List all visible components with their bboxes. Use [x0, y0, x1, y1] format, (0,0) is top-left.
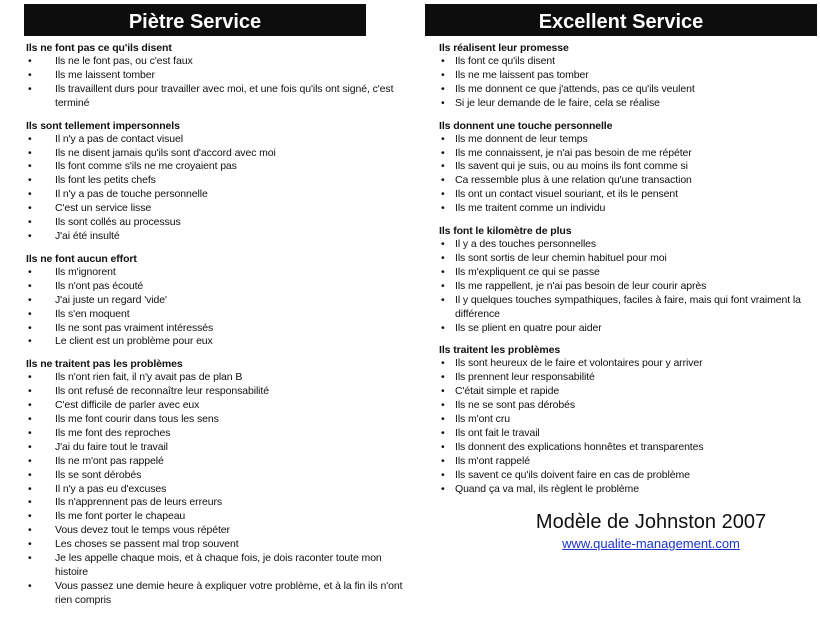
list-item-text: J'ai juste un regard 'vide' [55, 293, 167, 306]
list-item [26, 427, 412, 441]
bullet-icon: • [28, 132, 32, 145]
section [439, 42, 817, 111]
list-item-text: Ils me font courir dans tous les sens [55, 413, 219, 426]
bullet-icon: • [441, 482, 445, 495]
bullet-icon: • [28, 482, 32, 495]
bullet-list [26, 55, 412, 111]
list-item [439, 97, 817, 111]
bullet-icon: • [28, 385, 32, 398]
list-item [26, 552, 412, 580]
bullet-icon: • [441, 279, 445, 292]
list-item [439, 69, 817, 83]
list-item [26, 308, 412, 322]
list-item [26, 294, 412, 308]
list-item [26, 580, 412, 608]
bullet-icon: • [28, 82, 32, 95]
list-item [439, 147, 817, 161]
bullet-list [26, 133, 412, 244]
list-item-text: Ils donnent des explications honnêtes et transparentes [455, 440, 704, 453]
bullet-icon: • [441, 188, 445, 201]
bullet-icon: • [28, 335, 32, 348]
list-item-text: Ils me font des reproches [55, 426, 171, 439]
bullet-list [439, 238, 817, 335]
list-item [439, 266, 817, 280]
list-item-text: Ils ont refusé de reconnaître leur responsabilité [55, 385, 269, 398]
list-item-text: C'est difficile de parler avec eux [55, 399, 200, 412]
bullet-icon: • [441, 160, 445, 173]
list-item [439, 371, 817, 385]
list-item [439, 188, 817, 202]
list-item [26, 496, 412, 510]
bullet-list [439, 55, 817, 111]
list-item [439, 357, 817, 371]
bullet-icon: • [28, 426, 32, 439]
source-link[interactable]: www.qualite-management.com [562, 536, 740, 552]
list-item-text: Ils ne se sont pas dérobés [455, 399, 575, 412]
bullet-icon: • [28, 510, 32, 523]
list-item [26, 147, 412, 161]
poor-service-content [12, 42, 412, 608]
list-item-text: Il n'y a pas de touche personnelle [55, 188, 208, 201]
list-item [26, 216, 412, 230]
section [439, 120, 817, 216]
bullet-icon: • [28, 160, 32, 173]
list-item-text: Ca ressemble plus à une relation qu'une transaction [455, 174, 692, 187]
poor-service-title: Piètre Service [24, 4, 366, 36]
list-item-text: Je les appelle chaque mois, et à chaque fois, je dois raconter toute mon histoire [55, 552, 382, 578]
bullet-icon: • [28, 321, 32, 334]
list-item-text: Ils n'ont rien fait, il n'y avait pas de plan B [55, 371, 243, 384]
section-heading: Ils font le kilomètre de plus [439, 225, 572, 238]
list-item-text: Ils me donnent ce que j'attends, pas ce qu'ils veulent [455, 82, 695, 95]
list-item [26, 202, 412, 216]
bullet-icon: • [441, 68, 445, 81]
section [26, 42, 412, 111]
list-item-text: Ils me donnent de leur temps [455, 132, 588, 145]
section-heading: Ils ne traitent pas les problèmes [26, 358, 183, 371]
list-item-text: Ils font les petits chefs [55, 174, 156, 187]
credit-block [425, 510, 817, 553]
list-item [26, 538, 412, 552]
bullet-icon: • [441, 202, 445, 215]
bullet-icon: • [28, 496, 32, 509]
list-item-text: Ils ont un contact visuel souriant, et ils le pensent [455, 188, 678, 201]
list-item-text: Ils prennent leur responsabilité [455, 371, 595, 384]
list-item-text: Il n'y a pas de contact visuel [55, 132, 183, 145]
list-item-text: Ils sont sortis de leur chemin habituel pour moi [455, 251, 667, 264]
list-item-text: Le client est un problème pour eux [55, 335, 213, 348]
section [26, 120, 412, 244]
list-item [26, 413, 412, 427]
bullet-icon: • [441, 426, 445, 439]
list-item-text: Il n'y a pas eu d'excuses [55, 482, 167, 495]
list-item [26, 524, 412, 538]
list-item [26, 483, 412, 497]
list-item [26, 385, 412, 399]
bullet-icon: • [28, 229, 32, 242]
section-heading: Ils réalisent leur promesse [439, 42, 569, 54]
section-heading: Ils donnent une touche personnelle [439, 119, 613, 132]
list-item-text: Quand ça va mal, ils règlent le problème [455, 482, 639, 495]
bullet-icon: • [441, 146, 445, 159]
list-item-text: Ils sont collés au processus [55, 216, 181, 229]
list-item [26, 469, 412, 483]
excellent-service-column [425, 0, 817, 553]
bullet-icon: • [28, 454, 32, 467]
list-item [439, 294, 817, 322]
list-item [26, 133, 412, 147]
list-item-text: Ils ne m'ont pas rappelé [55, 454, 164, 467]
bullet-icon: • [28, 216, 32, 229]
list-item-text: Ils m'expliquent ce qui se passe [455, 265, 600, 278]
bullet-icon: • [441, 413, 445, 426]
bullet-icon: • [441, 468, 445, 481]
poor-service-column [12, 0, 412, 608]
excellent-service-title: Excellent Service [425, 4, 817, 36]
list-item [439, 55, 817, 69]
bullet-icon: • [441, 293, 445, 306]
list-item-text: Ils n'apprennent pas de leurs erreurs [55, 496, 222, 509]
bullet-icon: • [28, 174, 32, 187]
list-item-text: Ils m'ont rappelé [455, 454, 531, 467]
list-item [439, 174, 817, 188]
bullet-icon: • [441, 440, 445, 453]
bullet-icon: • [441, 265, 445, 278]
bullet-icon: • [28, 413, 32, 426]
bullet-list [26, 371, 412, 607]
list-item-text: Ils me traitent comme un individu [455, 202, 606, 215]
section-heading: Ils ne font aucun effort [26, 252, 137, 265]
list-item-text: Ils sont heureux de le faire et volontaires pour y arriver [455, 357, 703, 370]
list-item-text: Ils font comme s'ils ne me croyaient pas [55, 160, 237, 173]
bullet-icon: • [441, 454, 445, 467]
bullet-icon: • [28, 552, 32, 565]
list-item-text: J'ai du faire tout le travail [55, 440, 168, 453]
list-item-text: Ils ont fait le travail [455, 426, 540, 439]
list-item [439, 441, 817, 455]
list-item [439, 413, 817, 427]
list-item [26, 455, 412, 469]
bullet-icon: • [28, 538, 32, 551]
list-item [26, 174, 412, 188]
bullet-icon: • [28, 371, 32, 384]
list-item-text: Il y quelques touches sympathiques, faciles à faire, mais qui font vraiment la différence [455, 293, 801, 320]
excellent-service-content [425, 42, 817, 496]
list-item-text: Ils font ce qu'ils disent [455, 55, 555, 67]
list-item [26, 266, 412, 280]
list-item-text: Ils ne disent jamais qu'ils sont d'accord avec moi [55, 146, 276, 159]
bullet-icon: • [441, 357, 445, 370]
bullet-list [439, 133, 817, 216]
list-item [26, 441, 412, 455]
list-item [439, 252, 817, 266]
list-item [26, 322, 412, 336]
section [26, 358, 412, 607]
bullet-icon: • [28, 307, 32, 320]
bullet-icon: • [28, 279, 32, 292]
list-item-text: C'est un service lisse [55, 202, 152, 215]
list-item-text: Ils n'ont pas écouté [55, 279, 144, 292]
list-item [26, 335, 412, 349]
list-item [439, 202, 817, 216]
list-item [26, 69, 412, 83]
list-item-text: Ils se sont dérobés [55, 468, 142, 481]
bullet-icon: • [441, 55, 445, 67]
list-item-text: J'ai été insulté [55, 229, 120, 242]
list-item-text: Ils s'en moquent [55, 307, 130, 320]
list-item-text: Ils savent qui je suis, ou au moins ils font comme si [455, 160, 688, 173]
bullet-list [26, 266, 412, 349]
list-item-text: Ils me font porter le chapeau [55, 510, 186, 523]
list-item-text: Vous devez tout le temps vous répéter [55, 524, 230, 537]
bullet-icon: • [441, 385, 445, 398]
section [439, 344, 817, 496]
section [26, 253, 412, 349]
bullet-icon: • [441, 399, 445, 412]
bullet-icon: • [441, 174, 445, 187]
list-item-text: Ils me rappellent, je n'ai pas besoin de leur courir après [455, 279, 707, 292]
list-item [439, 322, 817, 336]
list-item [26, 399, 412, 413]
bullet-icon: • [28, 202, 32, 215]
bullet-icon: • [28, 188, 32, 201]
list-item [26, 510, 412, 524]
list-item [439, 160, 817, 174]
list-item-text: Ils m'ignorent [55, 265, 116, 278]
list-item [439, 133, 817, 147]
model-credit: Modèle de Johnston 2007 [535, 511, 767, 534]
list-item [439, 469, 817, 483]
list-item-text: Ils savent ce qu'ils doivent faire en cas de problème [455, 468, 690, 481]
list-item [439, 83, 817, 97]
list-item [439, 455, 817, 469]
list-item-text: Ils travaillent durs pour travailler avec moi, et une fois qu'ils ont signé, c'est terminé [55, 82, 394, 109]
list-item-text: Ils ne le font pas, ou c'est faux [55, 55, 193, 67]
bullet-icon: • [28, 68, 32, 81]
section-heading: Ils sont tellement impersonnels [26, 119, 180, 132]
bullet-icon: • [441, 238, 445, 251]
list-item [439, 483, 817, 497]
list-item [439, 427, 817, 441]
list-item [26, 160, 412, 174]
list-item-text: Ils me laissent tomber [55, 68, 155, 81]
bullet-icon: • [28, 579, 32, 592]
bullet-icon: • [441, 251, 445, 264]
bullet-icon: • [28, 293, 32, 306]
bullet-icon: • [28, 55, 32, 67]
bullet-icon: • [28, 265, 32, 278]
list-item-text: Ils m'ont cru [455, 413, 510, 426]
bullet-icon: • [28, 468, 32, 481]
bullet-icon: • [441, 96, 445, 109]
list-item-text: Si je leur demande de le faire, cela se réalise [455, 96, 660, 109]
section-heading: Ils ne font pas ce qu'ils disent [26, 42, 172, 54]
list-item [439, 399, 817, 413]
list-item [26, 188, 412, 202]
list-item [26, 83, 412, 111]
bullet-icon: • [28, 146, 32, 159]
list-item-text: Ils se plient en quatre pour aider [455, 321, 602, 334]
bullet-icon: • [441, 82, 445, 95]
bullet-icon: • [441, 321, 445, 334]
list-item [26, 55, 412, 69]
list-item-text: Ils ne me laissent pas tomber [455, 68, 589, 81]
list-item-text: C'était simple et rapide [455, 385, 560, 398]
list-item-text: Les choses se passent mal trop souvent [55, 538, 239, 551]
list-item [26, 371, 412, 385]
list-item-text: Ils ne sont pas vraiment intéressés [55, 321, 214, 334]
list-item [439, 385, 817, 399]
list-item [439, 238, 817, 252]
bullet-list [439, 357, 817, 496]
list-item [439, 280, 817, 294]
section-heading: Ils traitent les problèmes [439, 344, 561, 357]
section [439, 225, 817, 335]
bullet-icon: • [28, 399, 32, 412]
bullet-icon: • [28, 440, 32, 453]
list-item-text: Vous passez une demie heure à expliquer votre problème, et à la fin ils n'ont rien compris [55, 579, 403, 606]
bullet-icon: • [441, 371, 445, 384]
bullet-icon: • [28, 524, 32, 537]
list-item-text: Il y a des touches personnelles [455, 238, 597, 251]
bullet-icon: • [441, 132, 445, 145]
list-item-text: Ils me connaissent, je n'ai pas besoin de me répéter [455, 146, 692, 159]
list-item [26, 230, 412, 244]
list-item [26, 280, 412, 294]
